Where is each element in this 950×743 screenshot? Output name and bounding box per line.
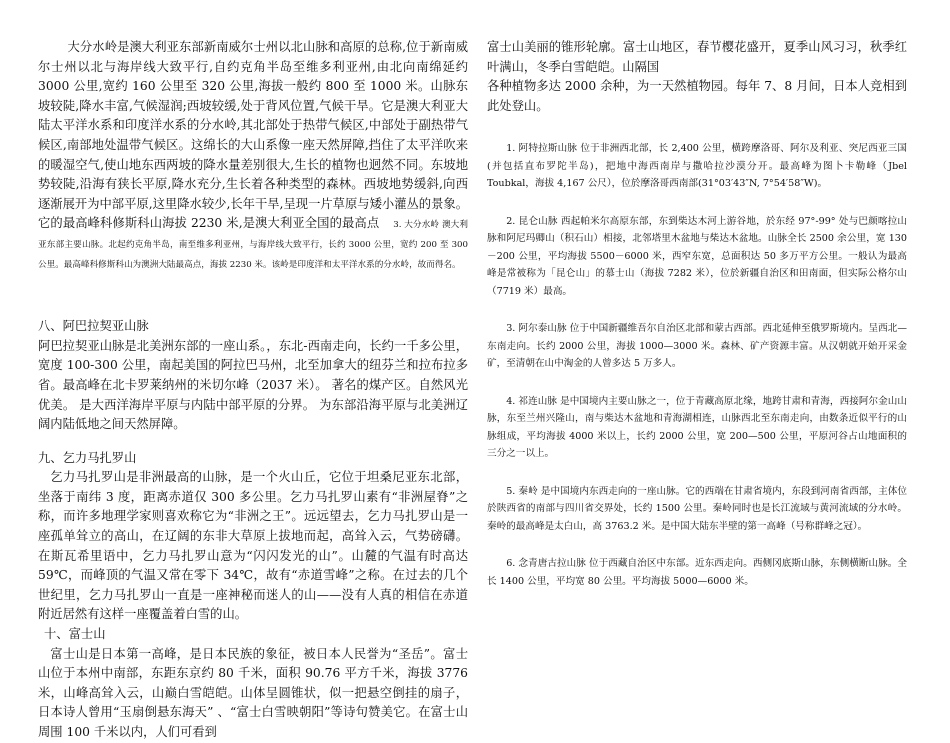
kilimanjaro-heading: 九、乞力马扎罗山 [38,450,137,465]
right-column [487,38,907,590]
kilimanjaro-paragraph: 乞力马扎罗山是非洲最高的山脉，是一个火山丘，它位于坦桑尼亚东北部，坐落于南纬 3 度，距离赤道仅 300 多公里。乞力马扎罗山素有“非洲屋脊”之称，而许多地理学家则喜欢称它为“非洲之王”。远远望去，乞力马扎罗山是一座孤单耸立的高山，在辽阔的东非大草原上拔地而起，高耸入云，气势磅礴。在斯瓦希里语中，乞力马扎罗山意为“闪闪发光的山”。山麓的气温有时高达 59℃，而峰顶的气温又常在零下 34℃，故有“赤道雪峰”之称。在过去的几个世纪里，乞力马扎罗山一直是一座神秘而迷人的山——没有人真的相信在赤道附近居然有这样一座覆盖着白雪的山。 [38,470,468,622]
great-dividing-range-note: 3. 大分水岭 澳大利亚东部主要山脉。北起约克角半岛，南至维多利亚州，与海岸线大致平行，长约 3000 公里，宽约 200 至 300 公里。最高峰科修斯科山为澳洲大陆最高点，海拔 2230 米。该岭是印度洋和太平洋水系的分水岭，故而得名。 [38,220,468,270]
left-column [38,38,468,743]
fuji-plants-paragraph: 各种植物多达 2000 余种，为一天然植物园。每年 7、8 月间，日本人竞相到此处登山。 [487,79,907,113]
altai-mountains-item: 3. 阿尔泰山脉 位于中国新疆维吾尔自治区北部和蒙古西部。西北延伸至俄罗斯境内。呈西北—东南走向。长约 2000 公里，海拔 1000—3000 米。森林、矿产资源丰富。从汉朝就开始开采金矿，至清朝在山中淘金的人曾多达 5 万多人。 [487,323,907,370]
appalachian-heading: 八、阿巴拉契亚山脉 [38,319,149,334]
qinling-mountains-item: 5. 秦岭 是中国境内东西走向的一座山脉。它的西端在甘肃省境内，东段到河南省西部，主体位於陕西省的南部与四川省交界处，长约 1500 公里。秦岭同时也是长江流域与黄河流域的分水岭。秦岭的最高峰是太白山，高 3763.2 米。是中国大陆东半壁的第一高峰（号称群峰之冠）。 [487,485,907,532]
nyenchen-tanglha-item: 6. 念青唐古拉山脉 位于西藏自治区中东部。近东西走向。西侧冈底斯山脉，东侧横断山脉。全长 1400 公里，平均宽 80 公里。平均海拔 5000—6000 米。 [487,558,907,587]
great-dividing-range-text: 大分水岭是澳大利亚东部新南威尔士州以北山脉和高原的总称,位于新南威尔士州以北与海岸线大致平行,自约克角半岛至维多利亚州,由北向南绵延约 3000 公里,宽约 160 公里至 320 公里,海拔一般约 800 至 1000 米。山脉东坡较陡,降水丰富,气候湿润;西坡较缓,处于背风位置,气候干旱。它是澳大利亚大陆太平洋水系和印度洋水系的分水岭,其北部处于热带气候区,中部处于副热带气候区,南部地处温带气候区。这绵长的大山系像一座天然屏障,挡住了太平洋吹来的暖湿空气,使山地东西两坡的降水量差别很大,生长的植物也迥然不同。东坡地势较陡,沿海有狭长平原,降水充分,生长着各种类型的森林。西坡地势缓斜,向西逐渐展开为中部平原,这里降水较少,长年干旱,呈现一片草原与矮小灌丛的景象。它的最高峰科修斯科山海拔 2230 米,是澳大利亚全国的最高点 [38,40,468,231]
atlas-mountains-item: 1. 阿特拉斯山脉 位于非洲西北部，长 2,400 公里，横跨摩洛哥、阿尔及利亚、突尼西亚三国(并包括直布罗陀半岛)，把地中海西南岸与撒哈拉沙漠分开。最高峰为图卜卡勒峰（Jbel Toubkal，海拔 4,167 公尺），位於摩洛哥西南部(31°03′43″N, 7°54′58″W)。 [487,143,907,190]
great-dividing-range-paragraph [38,38,468,273]
appalachian-paragraph: 阿巴拉契亚山脉是北美洲东部的一座山系。，东北-西南走向，长约一千多公里，宽度 100-300 公里，南起美国的阿拉巴马州，北至加拿大的纽芬兰和拉布拉多省。最高峰在北卡罗莱纳州的米切尔峰（2037 米）。 著名的煤产区。自然风光优美。 是大西洋海岸平原与内陆中部平原的分界。 为东部沿海平原与北美洲辽阔内陆低地之间天然屏障。 [38,338,468,432]
fuji-paragraph: 富士山是日本第一高峰，是日本民族的象征，被日本人民誉为“圣岳”。富士山位于本州中南部，东距东京约 80 千米，面积 90.76 平方千米，海拔 3776 米，山峰高耸入云，山巅白雪皑皑。山体呈圆锥状，似一把悬空倒挂的扇子，日本诗人曾用“玉扇倒悬东海天” 、“富士白雪映朝阳”等诗句赞美它。在富士山周围 100 千米以内，人们可看到 [38,646,468,739]
qilian-mountains-item: 4. 祁连山脉 是中国境内主要山脉之一，位于青藏高原北缘，地跨甘肃和青海，西接阿尔金山山脉，东至兰州兴隆山，南与柴达木盆地和青海湖相连，山脉西北至东南走向，由数条近似平行的山脉组成，平均海拔 4000 米以上，长约 2000 公里，宽 200—500 公里，平原河谷占山地面积的三分之一以上。 [487,395,907,460]
kunlun-mountains-item: 2. 昆仑山脉 西起帕米尔高原东部，东到柴达木河上游谷地，於东经 97°-99° 处与巴颜喀拉山脉和阿尼玛卿山（积石山）相接，北邻塔里木盆地与柴达木盆地。山脉全长 2500 余公里，宽 130－200 公里，平均海拔 5500－6000 米，西窄东宽，总面积达 50 多万平方公里。一般认为最高峰是常被称为「昆仑山」的慕士山（海拔 7282 米），位於新疆自治区和田南面，但实际公格尔山（7719 米）最高。 [487,215,907,297]
fuji-heading: 十、富士山 [44,627,106,642]
fuji-continued-paragraph: 富士山美丽的锥形轮廓。富士山地区，春节樱花盛开，夏季山风习习，秋季红叶满山，冬季白雪皑皑。山隔国 [487,40,907,74]
